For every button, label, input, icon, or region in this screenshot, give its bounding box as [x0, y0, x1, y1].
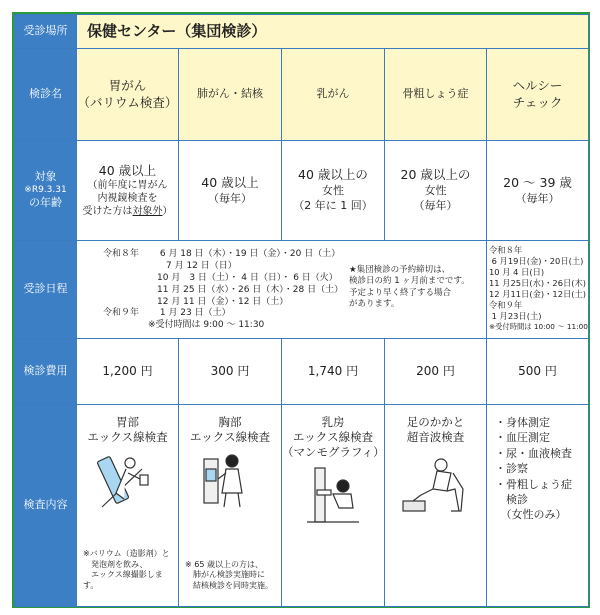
target-label [15, 141, 77, 241]
content-breast-line1: 乳房 [321, 415, 345, 429]
fee-stomach: 1,200 円 [77, 339, 179, 405]
exam-name-stomach [77, 49, 179, 141]
content-stomach-note2: 発泡剤を飲み、 [83, 559, 148, 569]
screening-table [14, 14, 589, 607]
content-breast-line3: （マンモグラフィ） [282, 444, 385, 459]
fee-label: 検診費用 [15, 339, 77, 405]
content-lung-note1: ※ 65 歳以上の方は、 [185, 559, 263, 569]
schedule-healthy-line: 1 月23日(土) [489, 310, 542, 321]
target-bone-mid: 女性 [424, 184, 447, 198]
exam-name-lung: 肺がん・結核 [179, 49, 282, 141]
content-healthy-item: ・尿・血液検査 [495, 446, 572, 460]
schedule-label: 受診日程 [15, 241, 77, 339]
content-stomach-line2: エックス線検査 [87, 429, 168, 444]
mammography-illustration [301, 464, 365, 524]
schedule-healthy-line: 12 月11日(金)・12日(土) [489, 288, 587, 299]
content-healthy [487, 405, 589, 607]
target-healthy [487, 141, 589, 241]
schedule-line: 令和８年 6 月 18 日（木）・19 日（金）・20 日（土） [103, 249, 341, 259]
target-stomach [77, 141, 179, 241]
exam-name-stomach-line2: （バリウム検査） [77, 94, 178, 110]
content-lung-line1: 胸部 [218, 415, 242, 429]
content-breast [282, 405, 385, 607]
content-bone [385, 405, 487, 607]
schedule-healthy-line: 令和８年 [489, 245, 523, 255]
target-lung [179, 141, 282, 241]
content-label: 検査内容 [15, 405, 77, 607]
content-bone-line1: 足のかかと [406, 415, 465, 429]
schedule-note-line: があります。 [349, 299, 400, 310]
content-lung-note2: 肺がん検診実施時に [185, 570, 265, 580]
schedule-healthy-line: 6 月19日(金)・20日(土) [489, 255, 584, 266]
schedule-line: ※受付時間は 9:00 ～ 11:30 [103, 320, 265, 331]
content-healthy-item: ・血圧測定 [495, 431, 550, 445]
screening-table-frame [12, 12, 590, 608]
exam-name-stomach-line1: 胃がん [108, 77, 147, 93]
content-bone-line2: 超音波検査 [406, 429, 465, 444]
exam-name-healthy [487, 49, 589, 141]
schedule-healthy-line: 令和９年 [489, 299, 523, 310]
target-healthy-main: 20 ～ 39 歳 [503, 174, 572, 190]
schedule-line: 7 月 12 日（日） [103, 260, 237, 271]
schedule-healthy-line: 11 月25日(水)・26日(木) [489, 277, 587, 288]
schedule-line: 令和９年 1 月 23 日（土） [103, 308, 231, 319]
content-stomach-note [83, 549, 178, 592]
target-healthy-sub: （毎年） [515, 191, 560, 205]
place-value: 保健センター（集団検診） [77, 15, 589, 49]
barium-exam-illustration [96, 449, 160, 511]
target-label-line3: の年齢 [29, 195, 62, 209]
target-stomach-note4: 対象外 [132, 206, 163, 218]
chest-xray-illustration [198, 449, 262, 511]
heel-ultrasound-illustration [401, 449, 471, 521]
content-healthy-item: ・診察 [495, 462, 528, 476]
content-healthy-item: ・身体測定 [495, 416, 550, 429]
schedule-note-line: ★集団検診の予約締切は、 [349, 265, 451, 275]
fee-bone: 200 円 [385, 339, 487, 405]
content-stomach [77, 405, 179, 607]
content-lung [179, 405, 282, 607]
exam-name-label: 検診名 [15, 49, 77, 141]
target-stomach-main: 40 歳以上 [98, 162, 157, 178]
target-breast-sub: （2 年に 1 回） [293, 198, 373, 212]
place-label: 受診場所 [15, 15, 77, 49]
schedule-main [77, 241, 487, 339]
content-stomach-note3: エックス線撮影します。 [83, 570, 163, 591]
target-breast-mid: 女性 [322, 184, 344, 198]
schedule-line: 11 月 25 日（水）・26 日（木）・28 日（土） [103, 284, 344, 295]
fee-healthy: 500 円 [487, 339, 589, 405]
target-breast-main: 40 歳以上の [298, 167, 368, 183]
exam-name-healthy-line2: チェック [512, 94, 563, 110]
fee-lung: 300 円 [179, 339, 282, 405]
target-bone-sub: （毎年） [413, 198, 458, 212]
target-stomach-note5: ） [162, 206, 173, 218]
content-healthy-item: ・骨粗しょう症 [495, 477, 572, 491]
target-bone-main: 20 歳以上の [400, 167, 471, 183]
exam-name-breast: 乳がん [282, 49, 385, 141]
content-stomach-note1: ※バリウム（造影剤）と [83, 548, 170, 558]
exam-name-healthy-line1: ヘルシー [512, 77, 563, 93]
target-label-line2: ※R9.3.31 [24, 185, 67, 196]
schedule-healthy-line: ※受付時間は 10:00 ～ 11:00 [489, 321, 588, 331]
content-lung-note3: 結核検診を同時実施。 [185, 581, 273, 591]
target-breast [282, 141, 385, 241]
content-stomach-line1: 胃部 [116, 415, 139, 429]
target-label-line1: 対象 [34, 170, 57, 184]
schedule-healthy-line: 10 月 4 日(日) [489, 266, 545, 277]
schedule-healthy [487, 241, 589, 339]
content-lung-line2: エックス線検査 [189, 429, 271, 444]
schedule-note-line: 予定より早く終了する場合 [349, 287, 452, 298]
schedule-line: 12 月 11 日（金）・12 日（土） [103, 296, 289, 307]
target-stomach-note3: 受けた方は [82, 206, 133, 218]
fee-breast: 1,740 円 [282, 339, 385, 405]
content-breast-line2: エックス線検査 [292, 429, 374, 444]
content-healthy-item: （女性のみ） [495, 508, 567, 522]
exam-name-bone: 骨粗しょう症 [385, 49, 487, 141]
content-healthy-item: 検診 [495, 492, 528, 506]
target-lung-sub: （毎年） [208, 191, 252, 205]
content-lung-note [185, 560, 273, 592]
target-lung-main: 40 歳以上 [201, 174, 259, 190]
target-stomach-note2: 内視鏡検査を [97, 193, 158, 205]
target-stomach-note1: （前年度に胃がん [87, 180, 168, 192]
target-bone [385, 141, 487, 241]
schedule-note-line: 検診日の約 1 ヶ月前までです。 [349, 276, 470, 287]
schedule-line: 10 月 3 日（土）・ 4 日（日）・ 6 日（火） [103, 272, 338, 283]
